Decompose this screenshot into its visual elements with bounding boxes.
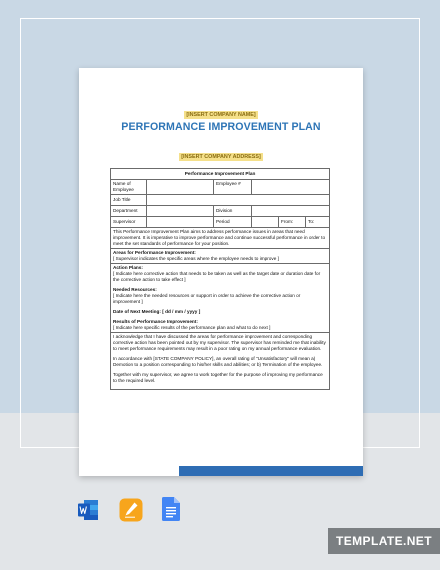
label-division: Division	[214, 206, 252, 217]
company-address-placeholder: [INSERT COMPANY ADDRESS]	[181, 154, 261, 160]
plan-form-table	[110, 168, 330, 390]
needed-text: [ Indicate here the needed resources or support in order to achieve the corrective action or improvement ]	[113, 293, 301, 305]
results-text: [ Indicate here specific results of the performance plan and what to do next ]	[113, 325, 271, 331]
value-employee-number	[252, 180, 330, 195]
areas-heading: Areas for Performance Improvement:	[113, 250, 196, 256]
google-docs-icon[interactable]	[162, 497, 180, 521]
label-from: From:	[279, 217, 306, 228]
label-job-title: Job Title	[111, 195, 147, 206]
value-division	[252, 206, 330, 217]
label-period: Period	[214, 217, 252, 228]
intro-text: This Performance Improvement Plan aims to address performance issues in areas that need improvement. It is imperative to improve performance and continue successful performance in order to meet the set standards of performance for your position.	[111, 228, 330, 249]
acknowledgement-2: In accordance with [STATE COMPANY POLICY], an overall rating of "Unsatisfactory" will mean a) Demotion to a position corresponding to his/her skills and abilities; or b) Termination of the employee.	[113, 356, 323, 368]
pages-icon[interactable]	[119, 498, 143, 522]
document-page	[79, 68, 363, 476]
value-period	[252, 217, 279, 228]
template-net-badge[interactable]: TEMPLATE.NET	[328, 528, 440, 554]
areas-text: [ Supervisor indicates the specific areas where the employee needs to improve ]	[113, 256, 279, 262]
value-department	[147, 206, 214, 217]
label-department: Department	[111, 206, 147, 217]
acknowledgement-1: I acknowledge that I have discussed the areas for performance improvement and corresponding corrective action has been pointed out by my supervisor. The supervisor has reminded me that inability to meet performance requirements may result in a poor rating on my annual performance evaluation.	[113, 334, 326, 352]
label-employee-number: Employee #	[214, 180, 252, 195]
next-meeting: Date of Next Meeting: [ dd / mm / yyyy ]	[113, 309, 201, 315]
document-title: PERFORMANCE IMPROVEMENT PLAN	[121, 121, 321, 133]
value-name-of-employee	[147, 180, 214, 195]
label-to: To:	[306, 217, 330, 228]
action-text: [ Indicate here corrective action that needs to be taken as well as the target date or duration date for the corrective action to take effect ]	[113, 271, 321, 283]
results-heading: Results of Performance Improvement:	[113, 319, 198, 325]
needed-heading: Needed Resources:	[113, 287, 157, 293]
plan-details-section	[111, 264, 330, 333]
areas-section	[111, 249, 330, 264]
value-job-title	[147, 195, 330, 206]
acknowledgement-section	[111, 333, 330, 390]
company-name-placeholder: [INSERT COMPANY NAME]	[186, 112, 256, 118]
label-name-of-employee: Name of Employee	[111, 180, 147, 195]
acknowledgement-3: Together with my supervisor, we agree to work together for the purpose of improving my performance to the required level.	[113, 372, 323, 384]
label-supervisor: Supervisor	[111, 217, 147, 228]
document-footer-bar	[179, 466, 363, 476]
table-title: Performance Improvement Plan	[111, 169, 330, 180]
word-icon[interactable]	[78, 499, 99, 521]
action-heading: Action Plans:	[113, 265, 143, 271]
value-supervisor	[147, 217, 214, 228]
